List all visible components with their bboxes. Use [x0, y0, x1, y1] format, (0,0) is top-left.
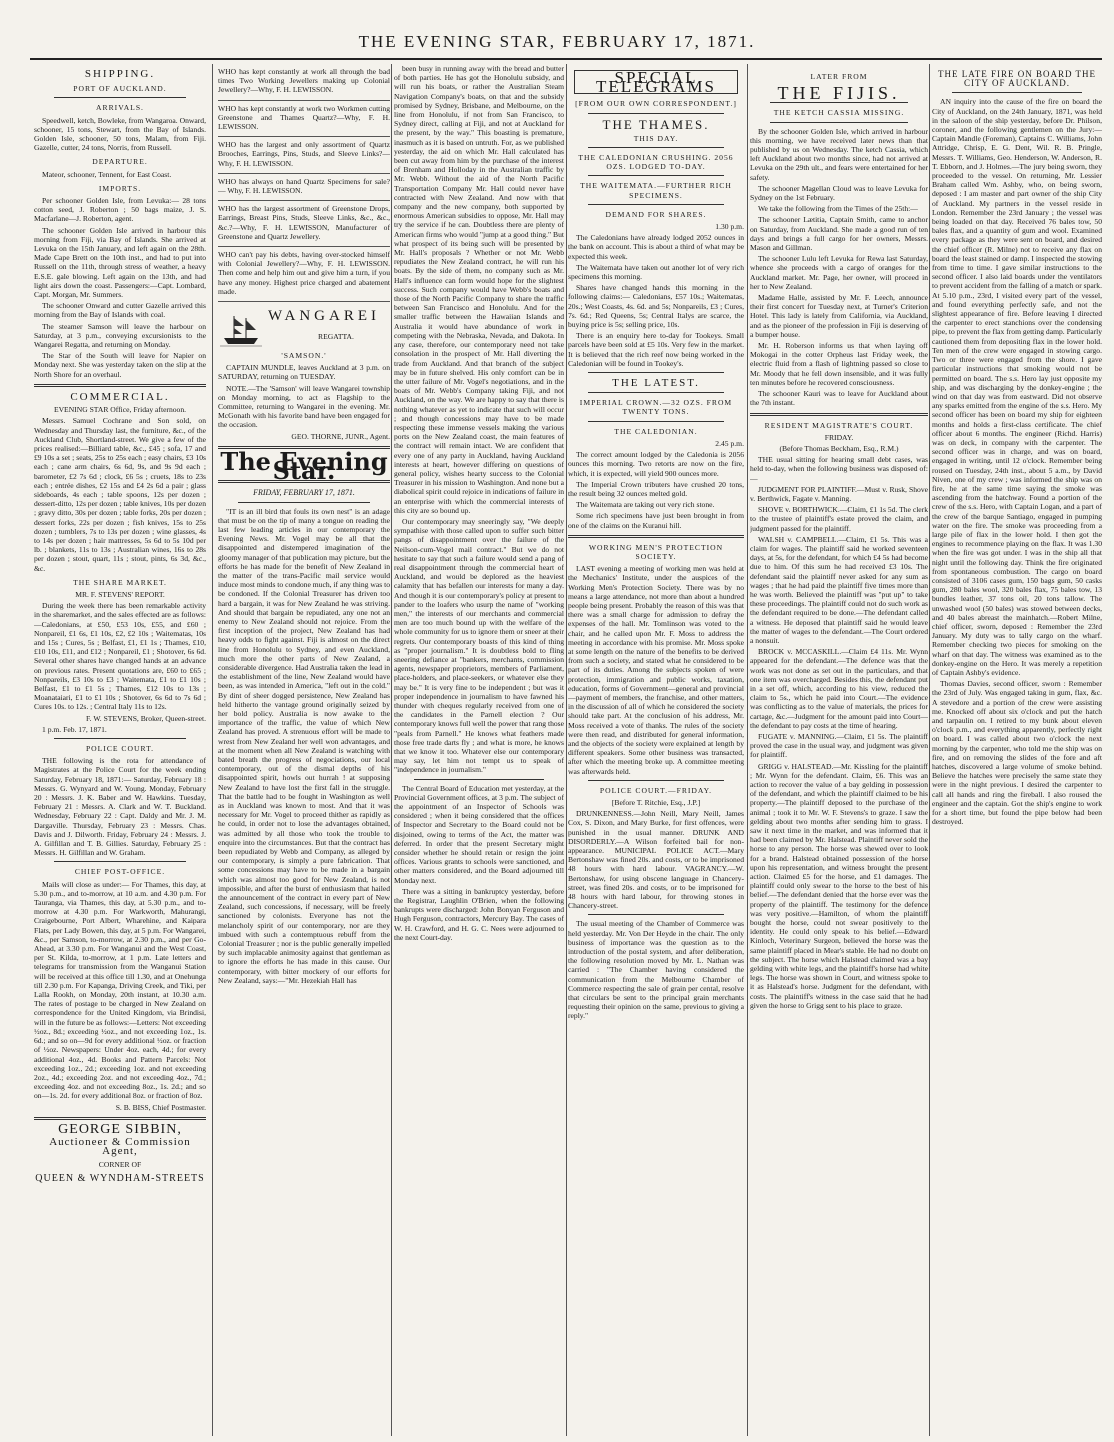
sibbin-corner: CORNER OF [98, 1160, 142, 1170]
divider [588, 204, 724, 205]
later-from-heading: LATER FROM [810, 72, 868, 81]
departure-list: Mateor, schooner, Tennent, for East Coast. [42, 169, 172, 179]
rm-court-paragraph: BROCK v. MCCASKILL.—Claim £4 11s. Mr. Wynn appeared for the defendant.—The defence was that the work was not done as set out in the particulars, and that one item was overcharged. Besides this, the defendant put in a set off, which, according to his view, reduced the claim to 5s., which he paid into Court.—The evidence was conflicting as to the value of materials, the prices for cartage, &c.—Judgment for the amount paid into Court—the defendant to pay costs at the time of hearing. [750, 647, 928, 730]
rm-court-subheading: (Before Thomas Beckham, Esq., R.M.) [779, 443, 899, 453]
telegram-paragraph: The Caledonians have already lodged 2052 ounces in the bank on account. This is about a third of what may be expected this week. [568, 233, 744, 261]
divider [588, 372, 724, 373]
regatta-banner [218, 302, 390, 346]
working-men-text: LAST evening a meeting of working men was held at the Mechanics' Institute, under the auspices of the Working Men's Protection Society. There was by no means a large attendance, not more than about a hundred people being present. Probably the reason of this was that there was a small charge for admission to defray the expenses of the hall. Mr. Tomlinson was voted to the chair, and he called upon Mr. F. Moss to address the meeting in accordance with his promise. Mr. Moss spoke at some length on the nature of the benefits to be derived from such a society, and stated what he considered to be part of its duties. Among the subjects spoken of were protection, immigration and public works, taxation, education, forms of Government—general and provincial—payment of members, the franchise, and other matters, in the discussion of all of which he considered the society should take part. At the conclusion of his address, Mr. Moss received a vote of thanks. The rules of the society were then read, and distributed for general information, and the objects of the society were explained at length by different speakers. Some other business was transacted, after which the meeting broke up. A committee meeting was afterwards held. [568, 564, 744, 776]
regatta-heading: WANGAREI [268, 308, 380, 325]
masthead-title: THE EVENING STAR, FEBRUARY 17, 1871. [358, 32, 756, 51]
column-advertisements [218, 64, 390, 1436]
divider [588, 147, 724, 148]
imports-heading: IMPORTS. [98, 183, 142, 193]
paper-date: FRIDAY, FEBRUARY 17, 1871. [253, 488, 355, 498]
telegram-paragraph: The Waitemata are taking out very rich stone. [576, 500, 715, 510]
column-editorial [394, 64, 564, 1436]
telegram-paragraph: The Imperial Crown tributers have crushed 20 tons, the result being 32 ounces melted gold. [568, 479, 744, 498]
ketch-cassia-heading: THE KETCH CASSIA MISSING. [773, 108, 905, 118]
shipping-paragraph: The steamer Samson will leave the harbour on Saturday, at 3 p.m., conveying excursionists to the Wangarei Regatta, and returning on Monday. [34, 321, 206, 350]
divider [34, 384, 206, 387]
divider [588, 421, 724, 422]
special-telegrams-heading: SPECIAL TELEGRAMS [574, 70, 738, 94]
fire-inquiry-heading: THE LATE FIRE ON BOARD THE CITY OF AUCKLAND. [937, 69, 1097, 89]
column-divider [929, 64, 930, 1436]
demand-heading: DEMAND FOR SHARES. [605, 209, 707, 219]
rm-court-heading: RESIDENT MAGISTRATE'S COURT. [764, 420, 914, 430]
divider [588, 392, 724, 393]
telegram-time: 2.45 p.m. [715, 438, 744, 448]
shipping-paragraph: The Star of the South will leave for Napier on Monday next. She was yesterday taken on the slip at the North Shore for an overhaul. [34, 351, 206, 379]
fiji-paragraph: The schooner Lætitia, Captain Smith, came to anchor on Saturday, from Auckland. She made a good run of ten days and brings a full cargo for her owners, Messrs. Mason and Gillman. [750, 215, 928, 253]
ad-text: WHO has the largest assortment of Greenstone Drops, Earrings, Breast Pins, Studs, Sleeve Links, &c., &c., &c.?—Why, F. H. LEWISSON, Manufacturer of Greenstone and Quartz Jewellery. [218, 204, 390, 241]
ad-text: WHO has the largest and only assortment of Quartz Brooches, Earrings, Pins, Studs, and Sleeve Links?—Why, F. H. LEWISSON. [218, 140, 390, 168]
ad-text: WHO has always on hand Quartz Specimens for sale? — Why, F. H. LEWISSON. [218, 176, 390, 196]
masthead-rule [30, 58, 1102, 60]
news-paragraph: The Central Board of Education met yesterday, at the Provincial Government offices, at 3 p.m. The subject of the appointment of an Inspector of Schools was considered ; when it being considered that the offices of Inspector and Secretary to the Board could not be disjoined, owing to terms of the Act, the matter was deferred. In order that the present Secretary might consider whether he should retain or resign the joint offices. Various grants to schools were sanctioned, and other matters considered, and the Board adjourned till Monday next. [394, 783, 564, 885]
divider [750, 413, 928, 416]
rm-court-paragraph: GRIGG v. HALSTEAD.—Mr. Kissling for the plaintiff ; Mr. Wynn for the defendant. Claim, £6. This was an action to recover the value of a bay gelding in possession of the defendant, and which the plaintiff claimed to be his property.—The plaintiff deposed to the purchase of the animal ; took it to Mr. W. F. Stevens's to graze. I saw the gelding about two months after sending him to grass. I saw it next time in the market, and was informed that it had been claimed by Mr. Halstead. Plaintiff never sold the horse to any person. The horse was shewed over to look for a brand. Halstead obtained possession of the horse upon his representation, and witness brought the present action. Claimed £5 for the horse, and £1 damages. The plaintiff could only swear to the horse to the best of his belief.—The defendant denied that the horse ever was the property of the plaintiff. The testimony for the defence was very positive.—Hamilton, of whom the plaintiff bought the horse, could not swear positively to the identity. He could only speak to his belief.—Edward Kinloch, Veterinary Surgeon, believed the horse was the same plaintiff placed in Mear's stable. He had no doubt on the subject. The horse which Halstead claimed was a bay gelding with white legs, and the plaintiff's horse had white legs. The horse was shown in Court, and witness spoke to it as Halstead's horse. Judgment for the defendant, with costs. The plaintiff's witness in the case said that he had given the horse to Grigg sent to his place to graze. [750, 761, 928, 1010]
imports-text: Per schooner Golden Isle, from Levuka:— 28 tons cotton seed, J. Roberton ; 50 bags maize, J. S. Macfarlane—J. Roberton, agent. [34, 196, 206, 224]
fiji-paragraph: Madame Halle, assisted by Mr. F. Leech, announce their first concert for Tuesday next, at Turner's Criterion Hotel. This lady is lately from California, via Auckland, and as the pioneer of the profession in Fiji is deserving of a bumper house. [750, 293, 928, 339]
lewisson-ad [218, 137, 390, 174]
thames-heading: THE THAMES. [602, 116, 710, 132]
fiji-paragraph: The schooner Kauri was to leave for Auckland about the 7th instant. [750, 389, 928, 408]
shipping-paragraph: The schooner Onward and cutter Gazelle arrived this morning from the Bay of Islands with coal. [34, 301, 206, 320]
column-fiji [750, 64, 928, 1436]
arrivals-heading: ARRIVALS. [96, 103, 144, 113]
telegram-paragraph: The correct amount lodged by the Caledonia is 2056 ounces this morning. Two retorts are now on the fire, which, it is expected, will yield 900 ounces more. [568, 450, 744, 478]
divider [588, 113, 724, 114]
fiji-paragraph: Mr. H. Roberson informs us that when laying off Mokogai in the cotter Orpheus last Friday week, the electric fluid from a flash of lightning passed so close to Mr. Moody that he fell down insensible, and it was fully ten minutes before he recovered consciousness. [750, 341, 928, 387]
telegram-paragraph: Some rich specimens have just been brought in from one of the claims on the Kuranui hill. [568, 511, 744, 530]
thames-dateline: THIS DAY. [633, 133, 679, 143]
police-friday-heading: POLICE COURT.—FRIDAY. [599, 785, 713, 795]
column-divider [566, 64, 567, 1436]
sibbin-name: GEORGE SIBBIN, [58, 1121, 182, 1137]
share-market-text: During the week there has been remarkable activity in the sharemarket, and the sales effected are as follows:—Caledonians, at £50, £53 10s, £55, and £60 ; Nonpareil, £1 6s, £1 10s, £2, £2 10s ; Waitematas, 10s and 15s ; Cures, 5s ; Belfast, £1, £1 1s ; Thames, £10, £10 10s, £11, and £12 ; Nonpareil, £1 ; Shotover, 6s 6d. Several other shares have changed hands at an advance on previous rates. Present quotations are, £60 to £65 ; Nonpareils, £3 10s to £3 ; Waitemata, £1 to £1 10s ; Belfast, £1 to £1 5s ; Thames, £12 10s to 13s ; Moanataiari, £1 to £1 10s ; Shotover, 6s 6d to 7s 6d ; Cures 10s. to 12s. ; Central Italy 11s to 12s. [34, 601, 206, 712]
imperial-crown-heading: IMPERIAL CROWN.—32 OZS. FROM TWENTY TONS. [579, 398, 733, 417]
regatta-signature: GEO. THORNE, JUNR., Agent. [291, 431, 390, 441]
chamber-of-commerce-text: The usual meeting of the Chamber of Commerce was held yesterday. Mr. Von Der Heyde in the chair. The only business of importance was the question as to the introduction of the postal system, and after deliberation, the following resolution moved by Mr. L. Nathan was carried : "The Chamber having considered the communication from the Melbourne Chamber of Commerce respecting the sale of grain per cental, resolve that circulars be sent to the principal grain merchants requesting their opinion on the same, previous to giving a reply." [568, 919, 744, 1021]
telegram-paragraph: The Waitemata have taken out another lot of very rich specimens this morning. [568, 262, 744, 282]
post-office-signature: S. B. BISS, Chief Postmaster. [115, 1102, 206, 1112]
police-friday-text: DRUNKENNESS.—John Neill, Mary Neill, James Cox, S. Dixon, and Mary Burke, for first offences, were punished in the usual manner. DRUNK AND DISORDERLY.—A Wilson forfeited bail for non-appearance. MUNICIPAL POLICE ACT.—Mary Bertonshaw was fined 20s. and costs, or to be imprisoned 48 hours with hard labour. VAGRANCY.—W. Bertonshaw, for using obscene language in Chancery-street, was fined 20s. and costs, or to be imprisoned for 48 hours with hard labour, for throwing stones in Chancery-street. [568, 809, 744, 911]
share-market-signature: F. W. STEVENS, Broker, Queen-street. [86, 713, 206, 723]
masthead [0, 0, 1114, 62]
column-telegrams [568, 64, 744, 1436]
commercial-dateline: EVENING STAR Office, Friday afternoon. [53, 405, 187, 415]
divider [770, 122, 908, 123]
fiji-paragraph: We take the following from the Times of the 25th:— [758, 204, 918, 214]
fire-inquiry-text: Thomas Davies, second officer, sworn : Remember the 23rd of July. Was engaged taking in gum, flax, &c. A stevedore and a portion of the crew were assisting me. Knocked off about six o'clock and put the hatch and tarpaulin on. I retired to my bunk about eleven o'clock p.m., and everything apparently, perfectly right on board. I was called about two o'clock the next morning by the carpenter, who told me the ship was on fire, and on removing the slides of the fore and aft hatches, discovered a large volume of smoke behind. Believe the hatches were precisely the same state they were in the night previous. I desired the carpenter to call all hands and ring the fireball. I also roused the engineer and the captain. Got the ship's engine to work for a short time, but found the pipe below had been destroyed. [932, 679, 1102, 827]
lewisson-ad [218, 174, 390, 201]
departure-heading: DEPARTURE. [92, 157, 148, 167]
ad-text: WHO has kept constantly at work two Workmen cutting Greenstone and Thames Quartz?—Why, F. H. LEWISSON. [218, 103, 390, 132]
divider [54, 97, 186, 98]
telegram-paragraph: There is an enquiry here to-day for Tookeys. Small parcels have been sold at £5 10s. Very few in the market. It is believed that the rich reef now being worked in the Caledonian will be found in Tookey's. [568, 331, 744, 368]
waitemata-heading: THE WAITEMATA.—FURTHER RICH SPECIMENS. [580, 181, 732, 200]
samson-heading: 'SAMSON.' [281, 351, 327, 361]
ad-text: WHO can't pay his debts, having over-stocked himself with Colonial Jewellery?—Why, F. H. LEWISSON. Then come and help him out and give him a turn, if you have any money. Highest price charged and abatement made. [218, 250, 390, 296]
divider [414, 779, 544, 780]
news-paragraph: There was a sitting in bankruptcy yesterday, before the Registrar, Laughlin O'Brien, when the following bankrupts were discharged: John Bonyan Ferguson and Hugh Ferguson, contractors, Mercury Bay. The cases of W. H. Crawford, and H. G. C. Nees were adjourned to the next Court-day. [394, 886, 564, 942]
lewisson-ad [218, 64, 390, 101]
divider [588, 914, 724, 915]
divider [588, 175, 724, 176]
column-shipping [34, 64, 206, 1436]
caledonian-heading: THE CALEDONIAN. [614, 426, 698, 436]
column-divider [391, 64, 392, 1436]
regatta-subheading: REGATTA. [318, 332, 354, 342]
telegram-time: 1.30 p.m. [715, 222, 744, 232]
rm-court-paragraph: THE usual sitting for hearing small debt cases, was held to-day, when the following business was disposed of:— [750, 455, 928, 483]
lewisson-ad [218, 201, 390, 247]
rm-court-day: FRIDAY. [824, 432, 854, 442]
special-telegrams-subheading: [FROM OUR OWN CORRESPONDENT.] [575, 99, 737, 109]
police-court-heading: POLICE COURT. [85, 744, 155, 753]
latest-heading: THE LATEST. [612, 377, 700, 390]
port-heading: PORT OF AUCKLAND. [73, 84, 167, 94]
fiji-paragraph: The schooner Magellan Cloud was to leave Levuka for Sydney on the 1st February. [750, 183, 928, 203]
ad-text: WHO has kept constantly at work all through the bad times Two Working Jewellers making up Colonial Jewellery?—Why, F. H. LEWISSON. [218, 67, 390, 95]
lewisson-ad [218, 247, 390, 302]
share-market-heading: THE SHARE MARKET. [73, 577, 167, 587]
shipping-paragraph: The schooner Golden Isle arrived in harbour this morning from Fiji, via Bay of Islands. She arrived at Levuka on the 15th January, and left again on the 28th. Made Cape Brett on the 10th inst., and had to put into Russell on the 11th, through stress of weather, a heavy E.S.E. gale blowing. Left again on the 13th, and had light airs down the coast. Passengers:—Capt. Lombard, Capt. Morgan, Mr. Summers. [34, 225, 206, 300]
commercial-text: Messrs. Samuel Cochrane and Son sold, on Wednesday and Thursday last, the furniture, &c., of the Auckland Club, Shortland-street. We give a few of the prices realised:—Billiard table, &c., £45 ; sofa, 17 and £9 10s a set ; seats, 25s to 25s each ; easy chairs, £3 10s each ; cane arm chairs, 6s 6d, 9s, and 9s 9d each ; barometer, £2 7s 6d ; clock, £6 5s ; cruets, 18s to 23s each ; entrée dishes, £2 15s and £4 2s 6d a pair ; glass sideboards, 4s each ; table spoons, 12s per dozen ; dessert-ditto, 12s per dozen ; table knives, 10s per dozen ; gravy ditto, 30s per dozen ; table forks, 20s per dozen ; dessert forks, 22s per dozen ; fish knives, 15s to 25s dozen ; tumblers, 7s to 13s per dozen ; wine glasses, 4s to 14s per dozen ; hair mattresses, 5s 6d to 5s 10d per lb. ; blankets, 11s to 13s ; Australian wines, 16s to 28s per dozen ; stout, quart, 11s ; stout, pints, 6s 3d, &c., &c. [34, 416, 206, 573]
editorial-continued: been busy in running away with the bread and butter of both parties. He has got the Honolulu subsidy, and will run his boats, or rather the Australian Steam Navigation Company's boats, on that and the subsidy promised by Sydney, Brisbane, and Melbourne, on the line from Honolulu, if not from San Francisco, to Sydney direct, calling at Fiji, and not at Auckland for the present, by the way." This boasting is premature, inasmuch as it is based on untruth. For, as we published yesterday, the aid on which Mr. Hall calculated has been cut away from him by the purchase of the interest of Brenham and Holloday in the Australian traffic by Mr. Webb. Without the aid of the North Pacific Transportation Company Mr. Hall could never have contracted with New Zealand. And now with that company and the new company, both supported by enormous American subsidies to oppose, Mr. Hall may try the service if he can. Doubtless there are plenty of American firms who would "jump at a good thing." But what prospect of its being such will be presented by Mr. Hall's proposals ? Whether or not Mr. Webb repudiates the New Zealand contract, he will run his boats. By the side of them, no company such as Mr. Hall's influence can form would hope for the slightest success. Such company would have Webb's boats and those of the North Pacific Company to share the traffic between San Francisco and Honolulu. And for the smaller traffic between the Hawaiian Islands and Australia it would have abundance of work in competing with the Nebraska, Nevada, and Dakota. In any case, therefore, our contemporary need not take consolation in the prospect of Mr. Hall diverting the trade from Auckland. And that branch of the subject may be in future shelved. His only comfort can be in the utter failure of Mr. Vogel's negotiations, and in the boats of Mr. Webb's Company taking Fiji, and not Auckland, on the way. We are happy to say that there is nothing whatever as yet to indicate that such will occur ; and though concessions may have to be made respecting these immense vessels making the various ports on the New Zealand coast, the main features of the contract will remain intact. We are confident that every one of any party in Auckland, having Auckland interests at heart, however differing on questions of general policy, wishes hearty success to the Colonial Treasurer in his mission to Washington. And none but a diabolical spirit could rejoice in indications of failure in an enterprise with which the commercial interests of this city are so bound up. [394, 64, 564, 515]
divider [238, 502, 370, 503]
paper-title: The Evening Star. [220, 446, 388, 486]
police-friday-subheading: [Before T. Ritchie, Esq., J.P.] [611, 798, 701, 807]
sibbin-title: Auctioneer & Commission Agent, [49, 1135, 191, 1158]
divider [568, 535, 744, 538]
caledonian-crushing-heading: THE CALEDONIAN CRUSHING. 2056 OZS. LODGED TO-DAY. [578, 153, 734, 172]
column-divider [212, 64, 213, 1436]
ship-icon [220, 312, 262, 348]
editorial-continued: Our contemporary may sneeringly say, "We deeply sympathise with those called upon to suffer such bitter pangs of disappointment over the failure of the Neilson-cum-Vogel mail contract." But we do not hesitate to say that such a failure would send a pang of real disappointment through the commercial heart of Auckland, and would be deplored as the heaviest calamity that has befallen our interests for many a day. And though it is our contemporary's policy at present to pander to the loafers who usurp the name of "working men," the interests of our merchants and commercial men are too much bound up with the welfare of the whole community for us to ignore them or sneer at their regrets. Our contemporary boasts of this kind of thing as "proper journalism." It is doubtless bold to fling sneering defiance at "bankers, merchants, commission agents, newspaper proprietors, members of Parliament, place-holders, and place-seekers, or whatever else they may be." It is very fine to be independent ; but was it proper independence in journalism to have fawned his thunder with cheques regularly received from one of the candidates in the Parnell election ? Our contemporary knows full well the power that rang those "peals from Parnell." He knows what feathers made those free trade darts fly ; and what is more, he knows that we know it too. Whatever else our contemporary may say, let him not tempt us to speak of "independence in journalism." [394, 516, 564, 775]
rm-court-paragraph: WALSH v. CAMPBELL.—Claim, £1 5s. This was a claim for wages. The plaintiff said he worked seventeen days, at 5s, for the defendant, for which £4 5s had become due to him. Of this sum he had received £3 10s. The defendant said the plaintiff never asked for any sum as wages ; that he had paid the plaintiff five times more than he was worth. Believed the plaintiff was "put up" to take these proceedings. The plaintiff could not do such work as the defendant required to be done.—The defendant called a witness. He deposed that plaintiff said he would leave the matter of wages to the defendant.—The Court ordered a nonsuit. [750, 534, 928, 645]
share-market-date: 1 p.m. Feb. 17, 1871. [42, 724, 107, 734]
lewisson-ad [218, 101, 390, 138]
regatta-text: CAPTAIN MUNDLE, leaves Auckland at 3 p.m. on SATURDAY, returning on TUESDAY. [218, 363, 390, 382]
arrivals-list: Speedwell, ketch, Bowleke, from Wangarоa. Onward, schooner, 15 tons, Stewart, from the Bay of Islands. Golden Isle, schooner, 50 tons, Malam, from Fiji. Gazelle, cutter, 24 tons, Norris, from Russell. [34, 115, 206, 153]
divider [588, 780, 724, 781]
rm-court-paragraph: JUDGMENT FOR PLAINTIFF.—Must v. Rusk, Shove v. Berthwick, Fagate v. Manning. [750, 484, 928, 503]
shipping-heading: SHIPPING. [84, 68, 156, 80]
post-office-heading: CHIEF POST-OFFICE. [74, 867, 166, 877]
commercial-heading: COMMERCIAL. [70, 390, 170, 403]
divider [34, 1117, 206, 1120]
regatta-note: NOTE.—The 'Samson' will leave Wangarei township on Monday morning, to act as Flagship to the Committee, returning to Wangarei in the evening. Mr. McGonath with his favorite band have been engaged for the occasion. [218, 383, 390, 430]
column-fire-inquiry [932, 64, 1102, 1436]
sibbin-address: QUEEN & WYNDHAM-STREETS [35, 1172, 205, 1184]
post-office-text: Mails will close as under:— For Thames, this day, at 5.30 p.m., and to-morrow, at 10 a.m. and 4.30 p.m. For Tauranga, via Thames, this day, at 5.30 p.m., and to-morrow at 4.30 p.m. For Warkworth, Mahurangi, Craigebourne, Port Albert, Wharehine, and Kaipara Flats, per Lady Bowen, this day, at 5 p.m. For Wangarei, &c., per Samson, to-morrow, at 2.30 p.m., and per Go-Ahead, at 3.30 p.m. For Wanganui and the West Coast, per St. Kilda, to-morrow, at 1 p.m. Late letters and telegrams for transmission from the Wanganui Station will be received at this office till 1.30, and at Onehunga till 2.30 p.m. For Kapanga, Driving Creek, and Tiki, per Lalla Rookh, on Monday, 20th instant, at 10.30 a.m. The rates of postage to be charged in New Zealand on correspondence for the United Kingdom, via Brindisi, will in the future be as follows:—Letters: Not exceeding ½oz., 8d.; exceeding ½oz., and not exceeding 1oz., 1s. 6d.; and so on—9d for every additional ½oz. or fraction of ½oz. Newspapers: Under 4oz. each, 4d.; for every additional 4oz., 4d. Books and Pattern Parcels: Not exceeding 1oz., 2d.; exceeding 1oz. and not exceeding 2oz., 4d.; exceeding 2oz. and not exceeding 4oz., 7d.; exceeding 4oz. and not exceeding 8oz., 1s. 2d.; and so on—1s. 2d. for every additional 8oz. or fraction of 8oz. [34, 879, 206, 1101]
divider [54, 861, 186, 862]
telegram-paragraph: Shares have changed hands this morning in the following claims:— Caledonians, £57 10s.; Waitematas, 20s.; West Coasts, 4s. 6d. and 5s; Nonpareils, £3 ; Cures, 7s. 6d.; Red Queens, 5s; Central Italys are scarce, the buying price is 5s; selling price, 10s. [568, 283, 744, 330]
divider [952, 92, 1082, 93]
column-divider [747, 64, 748, 1436]
rm-court-paragraph: FUGATE v. MANNING.—Claim, £1 5s. The plaintiff proved the case in the usual way, and judgment was given for plaintiff. [750, 732, 928, 760]
rm-court-paragraph: SHOVE v. BORTHWICK.—Claim, £1 1s 5d. The clerk to the trustee of plaintiff's estate proved the claim, and judgment passed for the plaintiff. [750, 505, 928, 533]
divider [54, 738, 186, 739]
editorial-text: "IT is an ill bird that fouls its own nest" is an adage that must be on the tip of many a tongue on reading the last few leading articles in our contemporary the Evening News. Mr. Vogel may be all that the disappointed and distempered imagination of the gloomy manager of that publication may picture, but the efforts he has made for the benefit of New Zealand in the matter of the trans-Pacific mail service would induce most minds to condone much, if any thing was to be condoned. If the Colonial Treasurer has driven too hard a bargain, it was for New Zealand he was striving. And should that bargain be repudiated, any one not an enemy to New Zealand should not rejoice. From the first inception of the project, New Zealand has had heavy odds to fight against. Fiji is almost on the direct line from Honolulu to Sydney, and even Auckland, much more the other parts of New Zealand, a considerable divergence. Had Australia taken the lead in the establishment of the line, New Zealand would have been, as was intended in America, "left out in the cold." By dint of sheer dogged persistence, New Zealand has held hitherto the vantage ground originally seized by her bold policy. Australia is now awake to the importance of the traffic, the value of which New Zealand has proved. A strenuous effort will be made to wrest from New Zealand her well won advantages, and at the moment when all New Zealand is watching with bated breath the progress of negociations, our local contemporary, out of the dismal depths of his disappointed spirit, howls out hurrah ! at supposing New Zealand to have lost the first fall in the struggle. That the battle had to be fought in Washington as well as in Auckland was known to most. And that it was necessary for Mr. Vogel to proceed thither as rapidly as he could, in order not to lose the advantages obtained, was admitted by all those who took the trouble to enquire into the circumstances. But that the contract has been repudiated by Webb and Company, as alleged by our contemporary, is simply a pure fabrication. That some concessions may have to be made in a bargain which was almost too good for New Zealand, is not impossible, and after the burst of enthusiasm that hailed the announcement of the contract in every part of New Zealand, such concessions, if necessary, will be freely sanctioned by colonists. Everyone has not the melancholy spirit of our contemporary, nor are they imbued with such a contemptuous rebuff from the Colonial Treasurer ; nor is the public generally impelled by such implacable animosity against that gentleman as to ignore the efforts he has made in this cause. Our contemporary, with bitter mockery of our efforts for New Zealand, says:—"Mr. Hezekiah Hall has [218, 506, 390, 985]
fire-inquiry-text: AN inquiry into the cause of the fire on board the City of Auckland, on the 24th January, 1871, was held in the saloon of the ship yesterday, before Dr. Philson, coroner, and the following gentlemen on the Jury:—Captain Mandle (Foreman), Captains C. Williams, John Attridge, Chrisp, E. G. Dent, Wil. R. B. Pringle, Messrs. T. Williams, Geo. Henderson, W. Anderson, R. T. Ebborn, and J. Holmes.—The jury being sworn, they proceeded to the vessel. On returning, Mr. Lessier Braham called Wm. Ashby, who, on being sworn, deposed : I am master and part owner of the ship City of Auckland. My partners in the vessel reside in London. Remember the 23rd January ; the vessel was being loaded on that day. Received 76 bales tow, 50 bales flax, and a quantity of gum and wool. Examined every package as they were sent on board, and desired the chief officer (R. Milne) not to receive any flax on board the least stained or damp. I inspected the stowing from time to time. I gave similar instructions to the second officer. I also laid boards under the ventilators to prevent accident from the falling of a match or spark. At 5.10 p.m., 23rd, I visited every part of the vessel, and found everything perfectly safe, and not the slightest appearance of fire. Before leaving I directed the carpenter to erect stanchions over the condensing pipe, to prevent the flax from getting damp. Particularly cautioned them from depositing flax in the lower hold. Ten men of the crew were engaged in stowing cargo. Two or three were engaged from the shore. I gave particular instructions that smoking would not be permitted on board. The s.s. Hero lay just opposite my ship, and was discharging by the donkey-engine ; the wind on that day was from eastward. Did not observe any sparks emitted from the engine of the s.s. Hero. My second officer has been on board my ship for eighteen months and holds a first-class certificate. The chief officer about 6 months. The engineer (Richd. Harris) was on deck, in company with the carpenter. The second officer was in charge, and was on board, engaged in writing, until 12 o'clock. Remember being roused on Tuesday, 24th inst., about 5 a.m., by David Niven, one of my crew ; was informed the ship was on fire, he at the same time saying the smoke was ascending from the hatchway. Found a portion of the crew of the s.s. Hero, with Captain Logan, and a part of the crew of the barque Santiago, engaged in pumping water on the fire. The smoke was proceeding from a large pile of flax in the lower hold. I then got the engines to recommence playing on the flax. It was 1.30 when the fire was got under. I was in the ship all that night until the following day. Think the fire originated from spontaneous combustion. The cargo on board consisted of 3106 cases gum, 150 bags gum, 50 casks gum, 280 bales wool, 320 bales flax, 75 bales tow, 13 bundles leather, 37 tons oil, 20 tons tallow. The unwashed wool (50 bales) was stowed between decks, and 40 bales abreast the mainhatch.—Robert Milne, chief officer, sworn, deposed : Remember the 23rd January. My duty was to tally cargo on the wharf. Remember checking two pieces for smoking on the wharf on that day. The witness was examined as to the donkey-engine on the Hero. It was merely a repetition of Captain Ashby's evidence. [932, 97, 1102, 677]
share-market-subheading: MR. F. STEVENS' REPORT. [75, 589, 165, 599]
fiji-paragraph: By the schooner Golden Isle, which arrived in harbour this morning, we have received later news than that published by us on Wednesday. The ketch Cassia, which left Auckland about two months since, had not arrived at Levuka on the 29th ult., and fears were entertained for her safety. [750, 126, 928, 182]
fiji-paragraph: The schooner Lulu left Levuka for Rewa last Saturday, whence she proceeds with a cargo of oranges for the Auckland market. Mr. Page, her owner, will proceed in her to New Zealand. [750, 254, 928, 291]
fijis-heading: THE FIJIS. [777, 83, 901, 104]
police-rota-text: THE following is the rota for attendance of Magistrates at the Police Court for the week ending Saturday, February 18, 1871:— Saturday, February 18 : Messrs. G. Wynyard and W. Young. Monday, February 20 : Messrs. J. K. Baber and W. Hawkins. Tuesday, February 21 : Messrs. A. Clark and W. T. Buckland. Wednesday, February 22 : Capt. Daldy and Mr. J. M. Dargaville. Thursday, February 23 : Messrs. Chas. Davis and J. Dilworth. Friday, February 24 : Messrs. J. A. Gilfillan and T. B. Gillies. Saturday, February 25 : Messrs. H. Gilfillan and W. Graham. [34, 756, 206, 858]
working-men-heading: WORKING MEN'S PROTECTION SOCIETY. [588, 542, 724, 561]
